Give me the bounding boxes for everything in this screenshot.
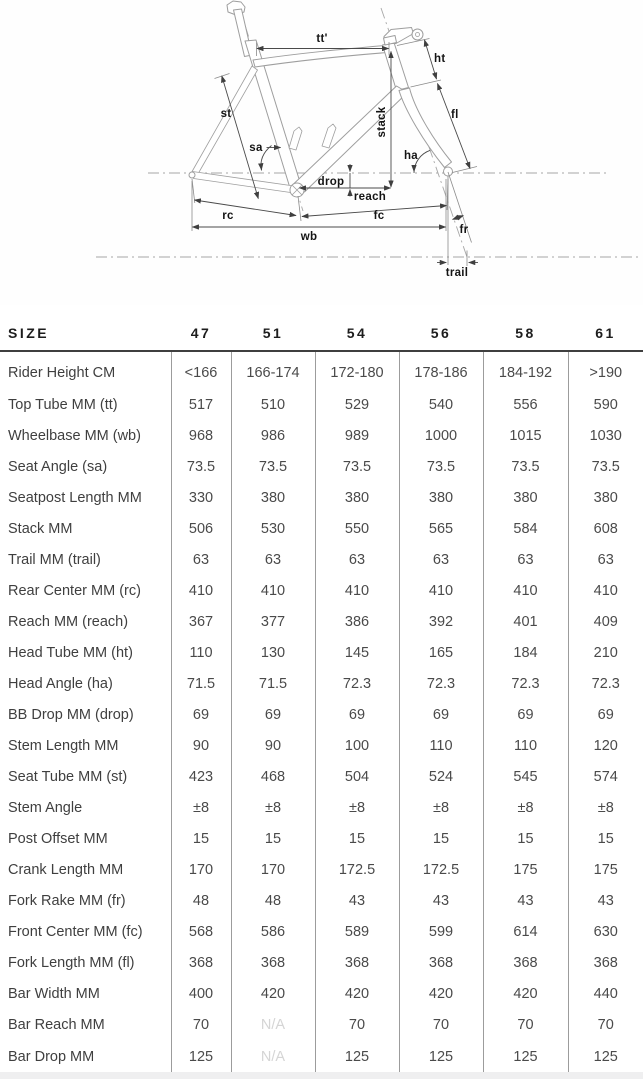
spec-value: 377 <box>231 606 315 637</box>
spec-value: 175 <box>568 855 643 886</box>
spec-value: 170 <box>231 855 315 886</box>
table-row <box>0 855 643 886</box>
spec-value: 166-174 <box>231 351 315 389</box>
spec-value: 410 <box>483 575 568 606</box>
spec-value: 545 <box>483 762 568 793</box>
wheelbase-label: wb <box>300 231 318 243</box>
fork-length-label: fl <box>451 109 459 121</box>
size-column-header: 47 <box>190 325 212 341</box>
table-row <box>0 979 643 1010</box>
table-row <box>0 420 643 451</box>
geometry-table-header <box>0 318 643 351</box>
spec-value: 70 <box>171 1010 231 1041</box>
size-column-header: 61 <box>595 325 616 341</box>
bike-frame-drawing <box>0 0 643 305</box>
size-column-header: 54 <box>346 325 368 341</box>
table-row <box>0 389 643 420</box>
table-row <box>0 482 643 513</box>
spec-value: 145 <box>315 637 399 668</box>
spec-value: 599 <box>399 917 483 948</box>
spec-value: 368 <box>399 948 483 979</box>
spec-value: 73.5 <box>171 451 231 482</box>
spec-value: 330 <box>171 482 231 513</box>
spec-value: 69 <box>568 699 643 730</box>
spec-value: 63 <box>399 544 483 575</box>
spec-value: 125 <box>315 1041 399 1072</box>
spec-value: 43 <box>399 886 483 917</box>
spec-value: 69 <box>231 699 315 730</box>
spec-value: >190 <box>568 351 643 389</box>
spec-value: 367 <box>171 606 231 637</box>
spec-value: 70 <box>568 1010 643 1041</box>
spec-value: 63 <box>231 544 315 575</box>
spec-value: N/A <box>231 1041 315 1072</box>
spec-value: 125 <box>483 1041 568 1072</box>
row-label: Top Tube MM (tt) <box>8 396 118 413</box>
size-column-header: 56 <box>430 325 452 341</box>
spec-value: 529 <box>315 389 399 420</box>
spec-value: 120 <box>568 731 643 762</box>
row-label: BB Drop MM (drop) <box>8 706 134 723</box>
spec-value: 15 <box>171 824 231 855</box>
spec-value: 72.3 <box>483 668 568 699</box>
spec-value: 586 <box>231 917 315 948</box>
table-row <box>0 699 643 730</box>
spec-value: 590 <box>568 389 643 420</box>
spec-value: 100 <box>315 731 399 762</box>
spec-value: 510 <box>231 389 315 420</box>
row-label: Bar Width MM <box>8 986 100 1003</box>
row-label: Crank Length MM <box>8 862 124 879</box>
spec-value: 423 <box>171 762 231 793</box>
spec-value: 63 <box>315 544 399 575</box>
spec-value: 63 <box>171 544 231 575</box>
front-center-label: fc <box>373 210 385 222</box>
row-label: Rear Center MM (rc) <box>8 582 141 599</box>
spec-value: ±8 <box>399 793 483 824</box>
spec-value: 420 <box>399 979 483 1010</box>
seat-tube-label: st <box>220 108 232 120</box>
spec-value: 410 <box>315 575 399 606</box>
spec-value: 368 <box>483 948 568 979</box>
spec-value: 125 <box>399 1041 483 1072</box>
spec-value: 110 <box>483 731 568 762</box>
size-column-header: 51 <box>262 325 284 341</box>
row-label: Fork Rake MM (fr) <box>8 893 126 910</box>
bb-drop-label: drop <box>317 176 345 188</box>
spec-value: ±8 <box>171 793 231 824</box>
spec-value: 72.3 <box>315 668 399 699</box>
row-label: Bar Drop MM <box>8 1048 95 1065</box>
spec-value: 90 <box>231 731 315 762</box>
spec-value: 986 <box>231 420 315 451</box>
spec-value: 530 <box>231 513 315 544</box>
rear-center-label: rc <box>222 210 234 222</box>
row-label: Front Center MM (fc) <box>8 924 143 941</box>
spec-value: 380 <box>399 482 483 513</box>
spec-value: 71.5 <box>231 668 315 699</box>
spec-value: 172-180 <box>315 351 399 389</box>
spec-value: 90 <box>171 731 231 762</box>
spec-value: 517 <box>171 389 231 420</box>
stack-label: stack <box>376 106 388 138</box>
spec-value: 568 <box>171 917 231 948</box>
spec-value: 608 <box>568 513 643 544</box>
spec-value: 184 <box>483 637 568 668</box>
spec-value: 401 <box>483 606 568 637</box>
spec-value: 504 <box>315 762 399 793</box>
table-row <box>0 451 643 482</box>
spec-value: 48 <box>171 886 231 917</box>
seat-angle-label: sa <box>249 142 263 154</box>
spec-value: 110 <box>171 637 231 668</box>
head-tube-label: ht <box>434 53 446 65</box>
geometry-table <box>0 318 643 1072</box>
table-row <box>0 917 643 948</box>
spec-value: 210 <box>568 637 643 668</box>
spec-value: 70 <box>483 1010 568 1041</box>
table-row <box>0 793 643 824</box>
row-label: Rider Height CM <box>8 364 116 381</box>
spec-value: 368 <box>231 948 315 979</box>
table-row <box>0 762 643 793</box>
spec-value: 468 <box>231 762 315 793</box>
spec-value: 73.5 <box>399 451 483 482</box>
row-label: Head Tube MM (ht) <box>8 644 133 661</box>
spec-value: 550 <box>315 513 399 544</box>
spec-value: 15 <box>568 824 643 855</box>
spec-value: 968 <box>171 420 231 451</box>
spec-value: 409 <box>568 606 643 637</box>
spec-value: 410 <box>399 575 483 606</box>
spec-value: 584 <box>483 513 568 544</box>
spec-value: N/A <box>231 1010 315 1041</box>
spec-value: 556 <box>483 389 568 420</box>
table-row <box>0 351 643 389</box>
row-label: Stem Angle <box>8 800 83 817</box>
table-row <box>0 886 643 917</box>
spec-value: 73.5 <box>315 451 399 482</box>
spec-value: 70 <box>399 1010 483 1041</box>
row-label: Stem Length MM <box>8 738 119 755</box>
spec-value: 380 <box>315 482 399 513</box>
spec-value: 72.3 <box>568 668 643 699</box>
table-row <box>0 948 643 979</box>
spec-value: 172.5 <box>399 855 483 886</box>
table-row <box>0 606 643 637</box>
spec-value: 380 <box>231 482 315 513</box>
spec-value: <166 <box>171 351 231 389</box>
top-tube-label: ttʹ <box>316 33 328 45</box>
spec-value: 172.5 <box>315 855 399 886</box>
size-column-header: 58 <box>515 325 536 341</box>
spec-value: 170 <box>171 855 231 886</box>
spec-value: 69 <box>399 699 483 730</box>
spec-value: 1030 <box>568 420 643 451</box>
table-row <box>0 1041 643 1072</box>
spec-value: 43 <box>315 886 399 917</box>
spec-value: 589 <box>315 917 399 948</box>
spec-value: ±8 <box>315 793 399 824</box>
spec-value: 630 <box>568 917 643 948</box>
spec-value: 175 <box>483 855 568 886</box>
table-row <box>0 824 643 855</box>
spec-value: 72.3 <box>399 668 483 699</box>
spec-value: 130 <box>231 637 315 668</box>
spec-value: 410 <box>171 575 231 606</box>
reach-label: reach <box>353 191 387 203</box>
row-label: Seat Angle (sa) <box>8 458 108 475</box>
table-row <box>0 731 643 762</box>
table-row <box>0 1010 643 1041</box>
table-row <box>0 668 643 699</box>
table-row <box>0 544 643 575</box>
spec-value: ±8 <box>483 793 568 824</box>
spec-value: 524 <box>399 762 483 793</box>
row-label: Fork Length MM (fl) <box>8 955 135 972</box>
spec-value: 989 <box>315 420 399 451</box>
spec-value: 420 <box>315 979 399 1010</box>
spec-value: 63 <box>483 544 568 575</box>
spec-value: 69 <box>171 699 231 730</box>
spec-value: 506 <box>171 513 231 544</box>
spec-value: 368 <box>315 948 399 979</box>
spec-value: 73.5 <box>483 451 568 482</box>
spec-value: 15 <box>315 824 399 855</box>
spec-value: 420 <box>483 979 568 1010</box>
spec-value: 440 <box>568 979 643 1010</box>
geometry-table-body <box>0 351 643 1072</box>
spec-value: 184-192 <box>483 351 568 389</box>
spec-value: 1000 <box>399 420 483 451</box>
spec-value: 400 <box>171 979 231 1010</box>
table-row <box>0 513 643 544</box>
spec-value: 15 <box>399 824 483 855</box>
spec-value: 48 <box>231 886 315 917</box>
spec-value: 15 <box>483 824 568 855</box>
spec-value: 368 <box>568 948 643 979</box>
spec-value: 110 <box>399 731 483 762</box>
frame-geometry-diagram <box>0 0 643 305</box>
spec-value: 420 <box>231 979 315 1010</box>
spec-value: 380 <box>483 482 568 513</box>
spec-value: 410 <box>231 575 315 606</box>
spec-value: ±8 <box>231 793 315 824</box>
spec-value: 165 <box>399 637 483 668</box>
spec-value: 15 <box>231 824 315 855</box>
spec-value: 386 <box>315 606 399 637</box>
spec-value: 614 <box>483 917 568 948</box>
spec-value: 178-186 <box>399 351 483 389</box>
spec-value: 380 <box>568 482 643 513</box>
spec-value: 410 <box>568 575 643 606</box>
spec-value: 540 <box>399 389 483 420</box>
row-label: Trail MM (trail) <box>8 551 101 568</box>
spec-value: 574 <box>568 762 643 793</box>
size-header-label: SIZE <box>8 325 50 341</box>
row-label: Head Angle (ha) <box>8 675 113 692</box>
spec-value: 565 <box>399 513 483 544</box>
spec-value: 1015 <box>483 420 568 451</box>
trail-label: trail <box>445 267 469 279</box>
spec-value: 71.5 <box>171 668 231 699</box>
spec-value: 43 <box>568 886 643 917</box>
table-row <box>0 637 643 668</box>
row-label: Seat Tube MM (st) <box>8 769 128 786</box>
row-label: Seatpost Length MM <box>8 489 142 506</box>
row-label: Reach MM (reach) <box>8 613 129 630</box>
spec-value: 69 <box>315 699 399 730</box>
spec-value: 43 <box>483 886 568 917</box>
spec-value: 73.5 <box>568 451 643 482</box>
spec-value: 125 <box>171 1041 231 1072</box>
table-row <box>0 575 643 606</box>
row-label: Wheelbase MM (wb) <box>8 427 141 444</box>
spec-value: 125 <box>568 1041 643 1072</box>
spec-value: 69 <box>483 699 568 730</box>
spec-value: 63 <box>568 544 643 575</box>
row-label: Post Offset MM <box>8 831 108 848</box>
fork-rake-label: fr <box>459 224 469 236</box>
row-label: Bar Reach MM <box>8 1017 105 1034</box>
row-label: Stack MM <box>8 520 73 537</box>
head-angle-label: ha <box>403 150 419 162</box>
spec-value: 392 <box>399 606 483 637</box>
spec-value: 70 <box>315 1010 399 1041</box>
spec-value: 73.5 <box>231 451 315 482</box>
spec-value: ±8 <box>568 793 643 824</box>
spec-value: 368 <box>171 948 231 979</box>
